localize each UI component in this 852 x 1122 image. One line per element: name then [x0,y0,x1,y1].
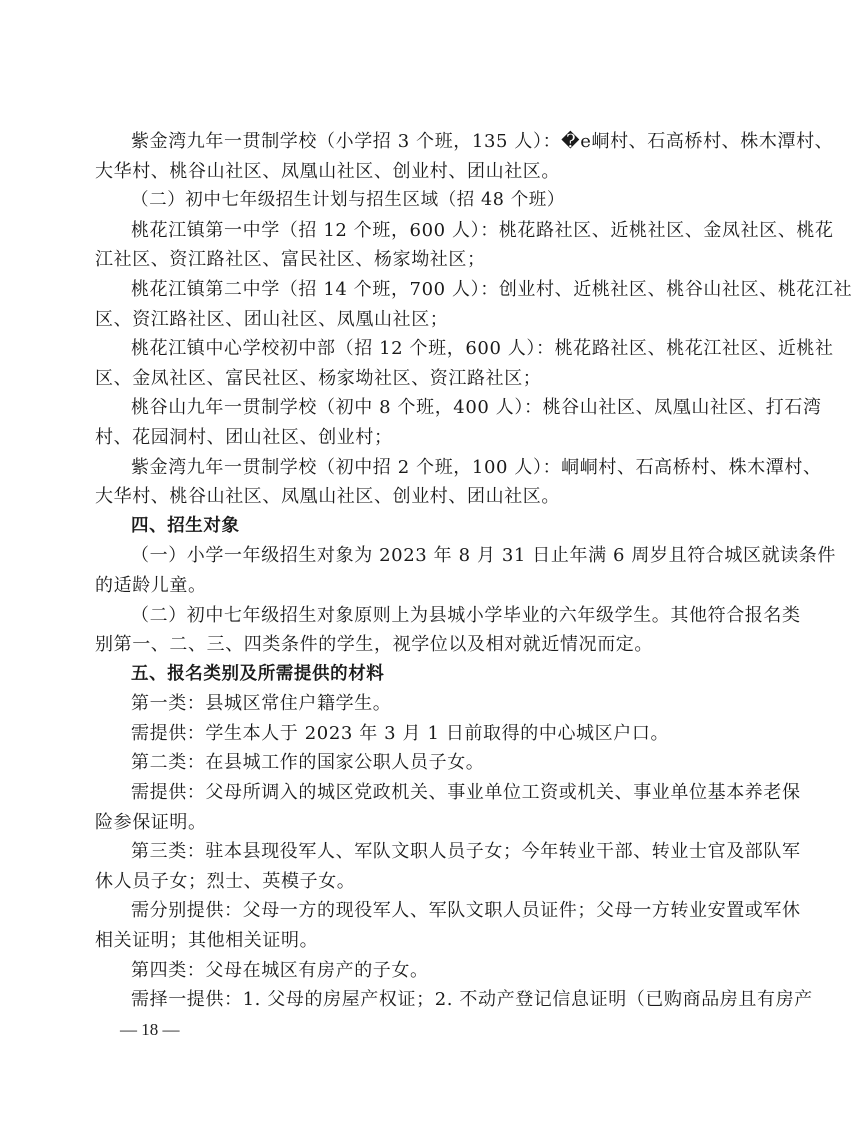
text-line: 第三类：驻本县现役军人、军队文职人员子女；今年转业干部、转业士官及部队军 [131,841,801,863]
document-body [95,127,852,1015]
text-line: 桃谷山九年一贯制学校（初中 8 个班，400 人）：桃谷山社区、凤凰山社区、打石湾 [131,397,822,419]
paragraph [95,719,702,749]
text-line: （二）初中七年级招生计划与招生区域（招 48 个班） [131,190,565,211]
text-line: 第一类：县城区常住户籍学生。 [131,693,392,715]
paragraph [95,334,834,393]
text-line: 紫金湾九年一贯制学校（小学招 3 个班，135 人）：�e峒村、石高桥村、株木潭村、 [131,131,834,152]
paragraph [95,601,801,660]
paragraph [95,216,834,275]
text-line: （二）初中七年级招生对象原则上为县城小学毕业的六年级学生。其他符合报名类 [131,604,801,626]
paragraph [95,985,813,1015]
section-heading [95,660,702,690]
subsection-heading [95,186,702,216]
text-line: 第四类：父母在城区有房产的子女。 [131,959,429,981]
text-line: 需分别提供：父母一方的现役军人、军队文职人员证件；父母一方转业安置或军休 [131,900,801,922]
text-line: 五、报名类别及所需提供的材料 [131,663,385,684]
text-line: 第二类：在县城工作的国家公职人员子女。 [131,752,485,774]
text-line: 的适龄儿童。 [95,574,207,596]
paragraph [95,778,801,837]
text-line: 险参保证明。 [95,811,207,833]
text-line: 别第一、二、三、四类条件的学生，视学位以及相对就近情况而定。 [95,634,653,656]
paragraph [95,896,801,955]
text-line: 大华村、桃谷山社区、凤凰山社区、创业村、团山社区。 [95,486,560,508]
paragraph [95,837,801,896]
paragraph [95,956,702,986]
page-number: — 18 — [120,1020,180,1039]
text-line: 需提供：父母所调入的城区党政机关、事业单位工资或机关、事业单位基本养老保 [131,782,801,804]
paragraph [95,393,822,452]
text-line: 区、金凤社区、富民社区、杨家坳社区、资江路社区； [95,367,542,389]
paragraph [95,127,834,186]
paragraph [95,453,822,512]
text-line: 相关证明；其他相关证明。 [95,930,319,952]
text-line: 需择一提供：1. 父母的房屋产权证；2. 不动产登记信息证明（已购商品房且有房产 [131,989,813,1011]
text-line: （一）小学一年级招生对象为 2023 年 8 月 31 日止年满 6 周岁且符合城区就读条件 [131,545,836,567]
text-line: 江社区、资江路社区、富民社区、杨家坳社区； [95,249,486,271]
text-line: 桃花江镇第二中学（招 14 个班，700 人）：创业村、近桃社区、桃谷山社区、桃花江社 [131,278,852,300]
text-line: 紫金湾九年一贯制学校（初中招 2 个班，100 人）：峒峒村、石高桥村、株木潭村、 [131,456,822,478]
text-line: 四、招生对象 [131,515,240,536]
text-line: 需提供：学生本人于 2023 年 3 月 1 日前取得的中心城区户口。 [131,722,670,744]
paragraph [95,689,702,719]
paragraph [95,748,702,778]
text-line: 休人员子女；烈士、英模子女。 [95,870,356,892]
text-line: 桃花江镇第一中学（招 12 个班，600 人）：桃花路社区、近桃社区、金凤社区、桃花 [131,219,834,241]
paragraph [95,541,836,600]
text-line: 区、资江路社区、团山社区、凤凰山社区； [95,308,449,330]
text-line: 桃花江镇中心学校初中部（招 12 个班，600 人）：桃花路社区、桃花江社区、近桃社 [131,338,834,360]
text-line: 大华村、桃谷山社区、凤凰山社区、创业村、团山社区。 [95,160,560,182]
section-heading [95,512,702,542]
paragraph [95,275,852,334]
text-line: 村、花园洞村、团山社区、创业村； [95,426,393,448]
